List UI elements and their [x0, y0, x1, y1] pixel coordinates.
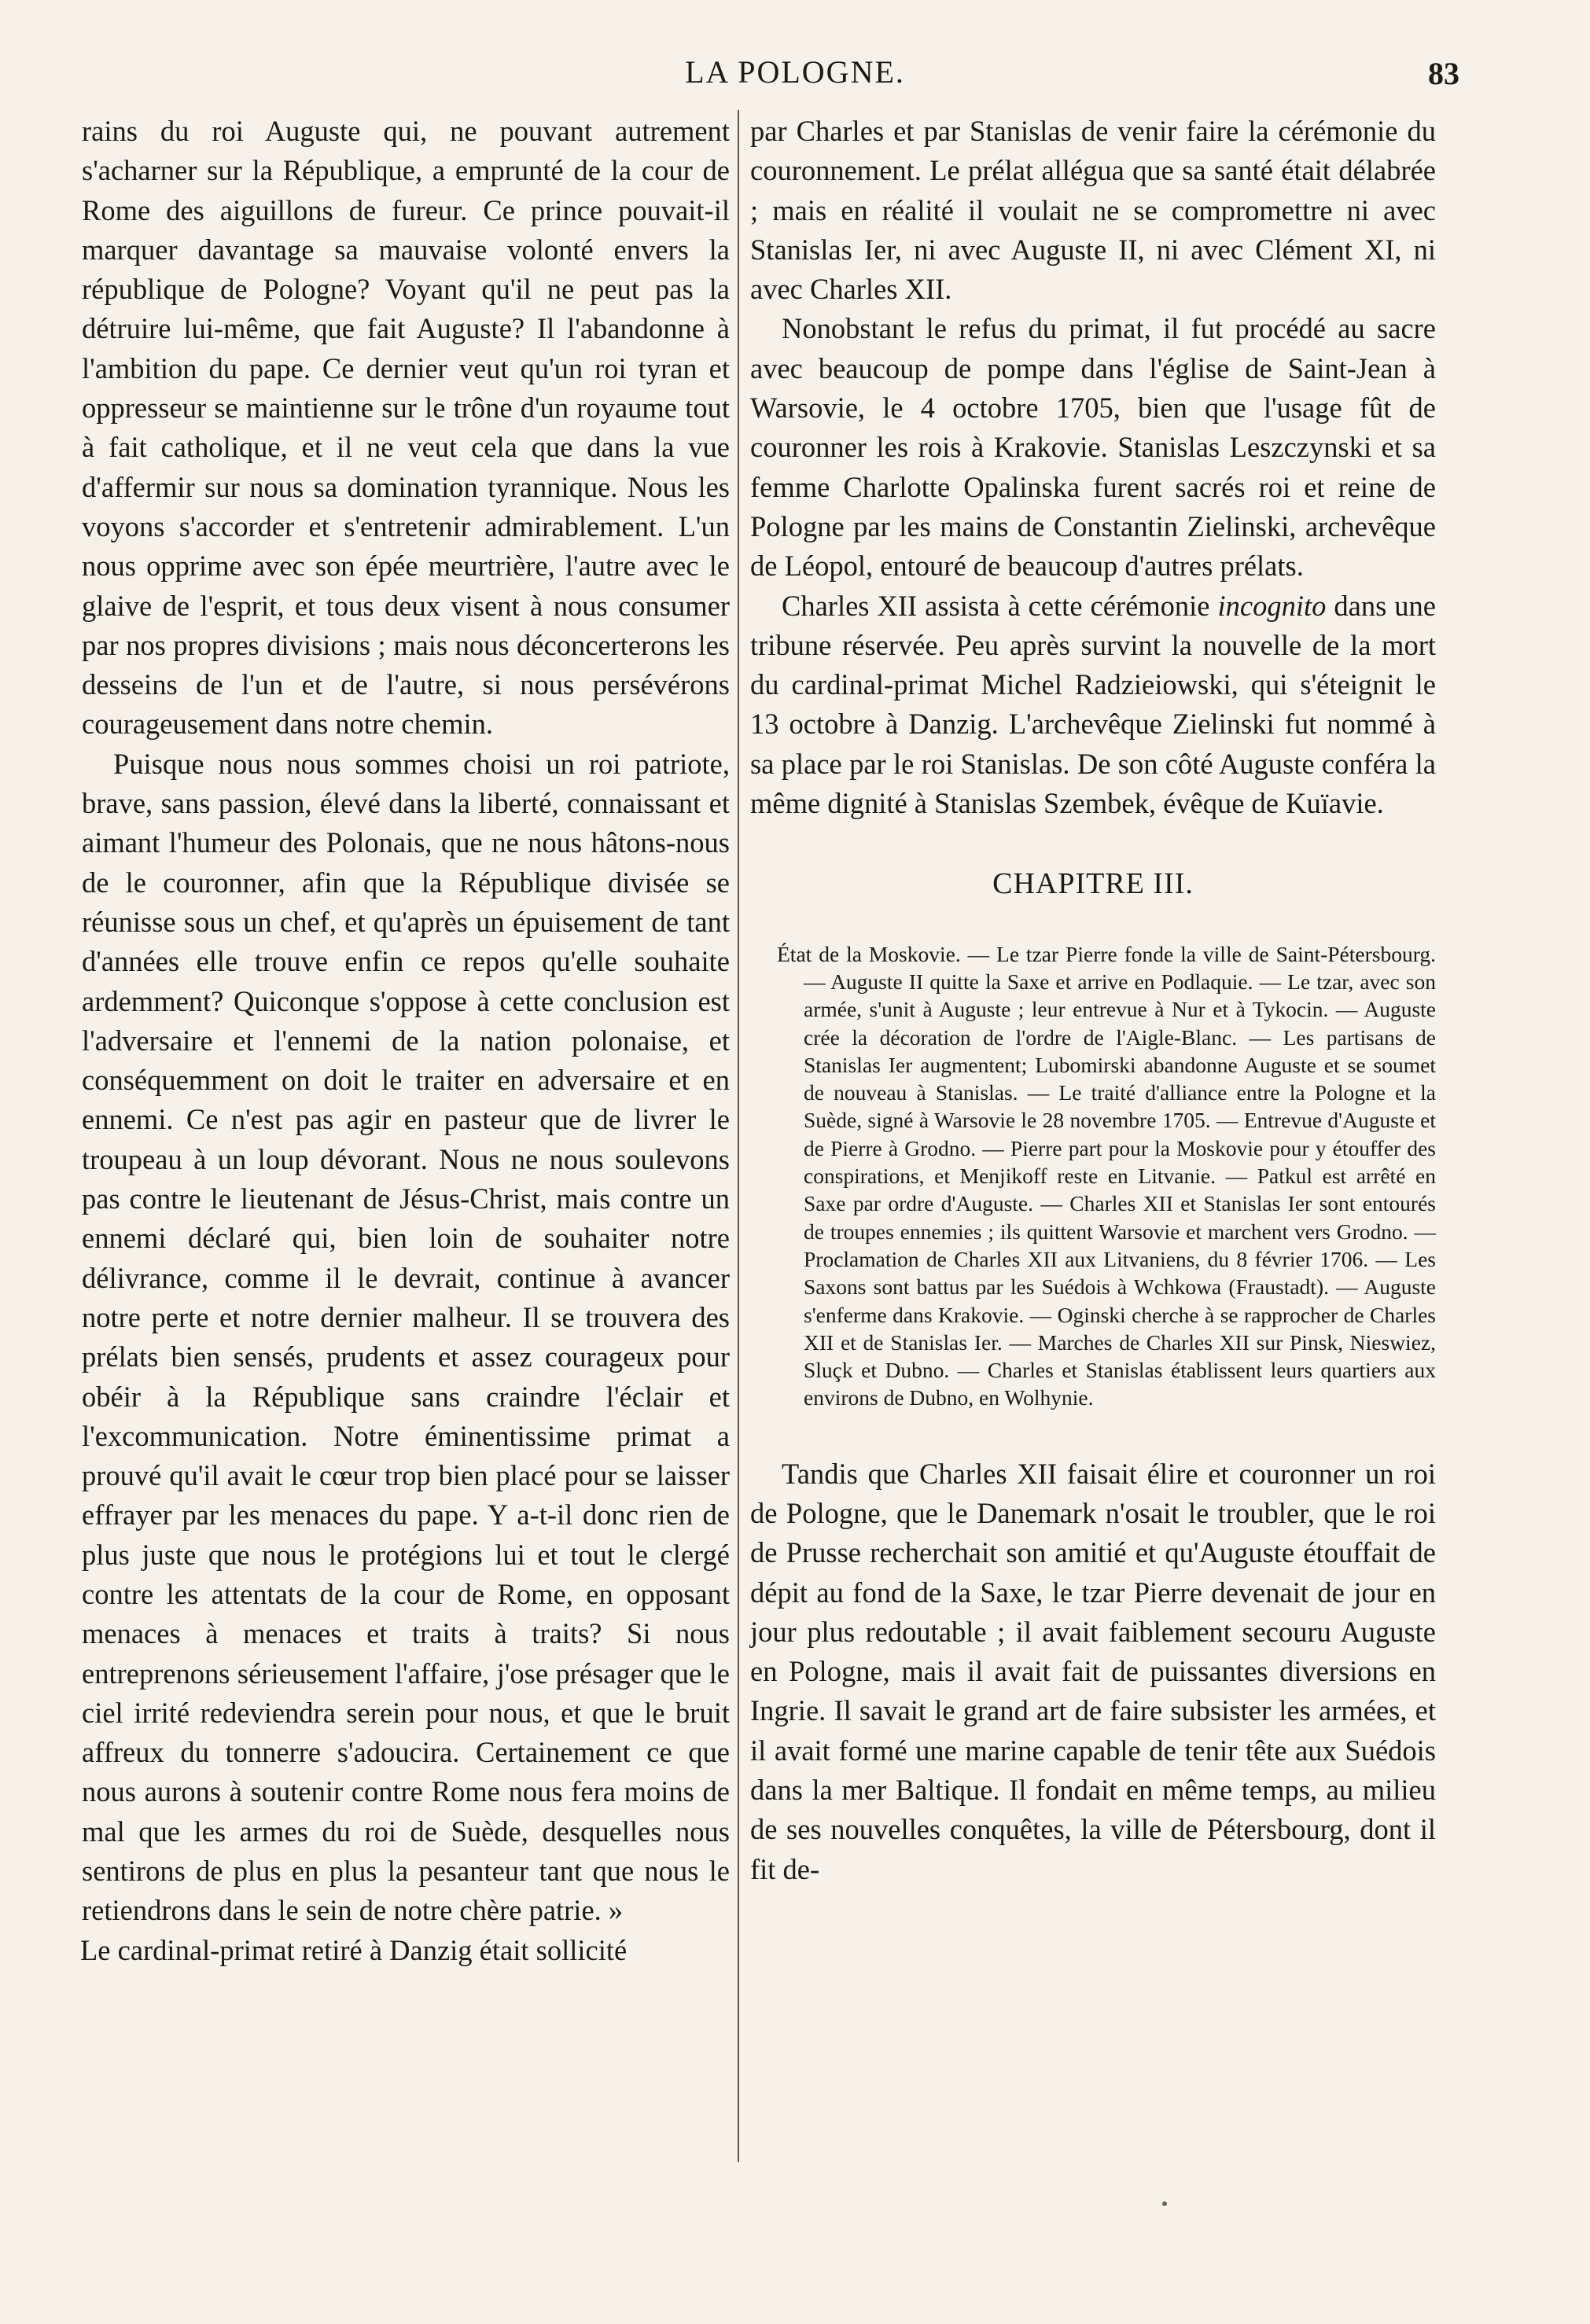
quote-paragraph-1 [49, 112, 730, 745]
quote-text-2: Puisque nous nous sommes choisi un roi patriote, brave, sans passion, élevé dans la liberté, connaissant et aimant l'humeur des Polonais, que ne nous hâtons-nous de le couronner, afin que la République divisée se réunisse sous un chef, et qu'après un épuisement de tant d'années elle trouve enfin ce repos qu'elle souhaite ardemment? Quiconque s'oppose à cette conclusion est l'adversaire et l'ennemi de la nation polonaise, et conséquemment on doit le traiter en adversaire et en ennemi. Ce n'est pas agir en pasteur que de livrer le troupeau à un loup dévorant. Nous ne nous soulevons pas contre le lieutenant de Jésus-Christ, mais contre un ennemi déclaré qui, bien loin de souhaiter notre délivrance, comme il le devrait, continue à avancer notre perte et notre dernier malheur. Il se trouvera des prélats bien sensés, prudents et assez courageux pour obéir à la République sans craindre l'éclair et l'excommunication. Notre éminentissime primat a prouvé qu'il avait le cœur trop bien placé pour se laisser effrayer par les menaces du pape. Y a-t-il donc rien de plus juste que nous le protégions lui et tout le clergé contre les attentats de la cour de Rome, en opposant menaces à menaces et traits à traits? Si nous entreprenons sérieusement l'affaire, j'ose présager que le ciel irrité redeviendra serein pour nous, et que le bruit affreux du tonnerre s'adoucira. Certainement ce que nous aurons à soutenir contre Rome nous fera moins de mal que les armes du roi de Suède, desquelles nous sentirons de plus en plus la pesanteur tant que nous le retiendrons dans le sein de notre chère patrie. » [82, 747, 730, 1927]
chapter-summary: État de la Moskovie. — Le tzar Pierre fonde la ville de Saint-Pétersbourg. — Auguste II quitte la Saxe et arrive en Podlaquie. — Le tzar, avec son armée, s'unit à Auguste ; leur entrevue à Nur et à Tykocin. — Auguste crée la décoration de l'ordre de l'Aigle-Blanc. — Les partisans de Stanislas Ier augmentent; Lubomirski abandonne Auguste et se soumet de nouveau à Stanislas. — Le traité d'alliance entre la Pologne et la Suède, signé à Warsovie le 28 novembre 1705. — Entrevue d'Auguste et de Pierre à Grodno. — Pierre part pour la Moskovie pour y étouffer des conspirations, et Menjikoff reste en Litvanie. — Patkul est arrêté en Saxe par ordre d'Auguste. — Charles XII et Stanislas Ier sont entourés de troupes ennemies ; ils quittent Warsovie et marchent vers Grodno. — Proclamation de Charles XII aux Litvaniens, du 8 février 1706. — Les Saxons sont battus par les Suédois à Wchkowa (Fraustadt). — Auguste s'enferme dans Krakovie. — Oginski cherche à se rapprocher de Charles XII et de Stanislas Ier. — Marches de Charles XII sur Pinsk, Nieswiez, Sluçk et Dubno. — Charles et Stanislas établissent leurs quartiers aux environs de Dubno, en Wolhynie. [777, 941, 1436, 1410]
running-title: LA POLOGNE. [685, 54, 905, 90]
paragraph-3-text-a: Charles XII assista à cette cérémonie [782, 589, 1218, 622]
quote-paragraph-2 [49, 745, 730, 1931]
page-speck [1162, 2201, 1167, 2206]
right-paragraph-3 [750, 587, 1436, 824]
column-divider [738, 110, 739, 2162]
paragraph-3-text-b: dans une tribune réservée. Peu après survint la nouvelle de la mort du cardinal-primat Michel Radzieiowski, qui s'éteignit le 13 octobre à Danzig. L'archevêque Zielinski fut nommé à sa place par le roi Stanislas. De son côté Auguste conféra la même dignité à Stanislas Szembek, évêque de Kuïavie. [750, 589, 1436, 820]
page-number: 83 [1428, 56, 1459, 91]
final-paragraph-start: Le cardinal-primat retiré à Danzig était sollicité [80, 1933, 628, 1966]
left-column [49, 112, 730, 1970]
quote-text-1: rains du roi Auguste qui, ne pouvant autrement s'acharner sur la République, a emprunté de la cour de Rome des aiguillons de fureur. Ce prince pouvait-il marquer davantage sa mauvaise volonté envers la république de Pologne? Voyant qu'il ne peut pas la détruire lui-même, que fait Auguste? Il l'abandonne à l'ambition du pape. Ce dernier veut qu'un roi tyran et oppresseur se maintienne sur le trône d'un royaume tout à fait catholique, et il ne veut cela que dans la vue d'affermir sur nous sa domination tyrannique. Nous les voyons s'accorder et s'entretenir admirablement. L'un nous opprime avec son épée meurtrière, l'autre avec le glaive de l'esprit, et tous deux visent à nous consumer par nos propres divisions ; mais nous déconcerterons les desseins de l'un et de l'autre, si nous persévérons courageusement dans notre chemin. [82, 115, 730, 741]
right-paragraph-4: Tandis que Charles XII faisait élire et couronner un roi de Pologne, que le Danemark n'osait le troubler, que le roi de Prusse recherchait son amitié et qu'Auguste étouffait de dépit au fond de la Saxe, le tzar Pierre devenait de jour en jour plus redoutable ; il avait faiblement secouru Auguste en Pologne, mais il avait fait de puissantes diversions en Ingrie. Il savait le grand art de faire subsister les armées, et il avait formé une marine capable de tenir tête aux Suédois dans la mer Baltique. Il fondait en même temps, au milieu de ses nouvelles conquêtes, la ville de Pétersbourg, dont il fit de- [750, 1457, 1436, 1885]
right-paragraph-1: par Charles et par Stanislas de venir faire la cérémonie du couronnement. Le prélat allégua que sa santé était délabrée ; mais en réalité il voulait ne se compromettre ni avec Stanislas Ier, ni avec Auguste II, ni avec Clément XI, ni avec Charles XII. [750, 115, 1436, 306]
chapter-title: CHAPITRE III. [992, 867, 1194, 901]
right-paragraph-2: Nonobstant le refus du primat, il fut procédé au sacre avec beaucoup de pompe dans l'église de Saint-Jean à Warsovie, le 4 octobre 1705, bien que l'usage fût de couronner les rois à Krakovie. Stanislas Leszczynski et sa femme Charlotte Opalinska furent sacrés roi et reine de Pologne par les mains de Constantin Zielinski, archevêque de Léopol, entouré de beaucoup d'autres prélats. [750, 312, 1436, 583]
paragraph-3-italic: incognito [1217, 589, 1327, 622]
right-column [750, 112, 1436, 1889]
